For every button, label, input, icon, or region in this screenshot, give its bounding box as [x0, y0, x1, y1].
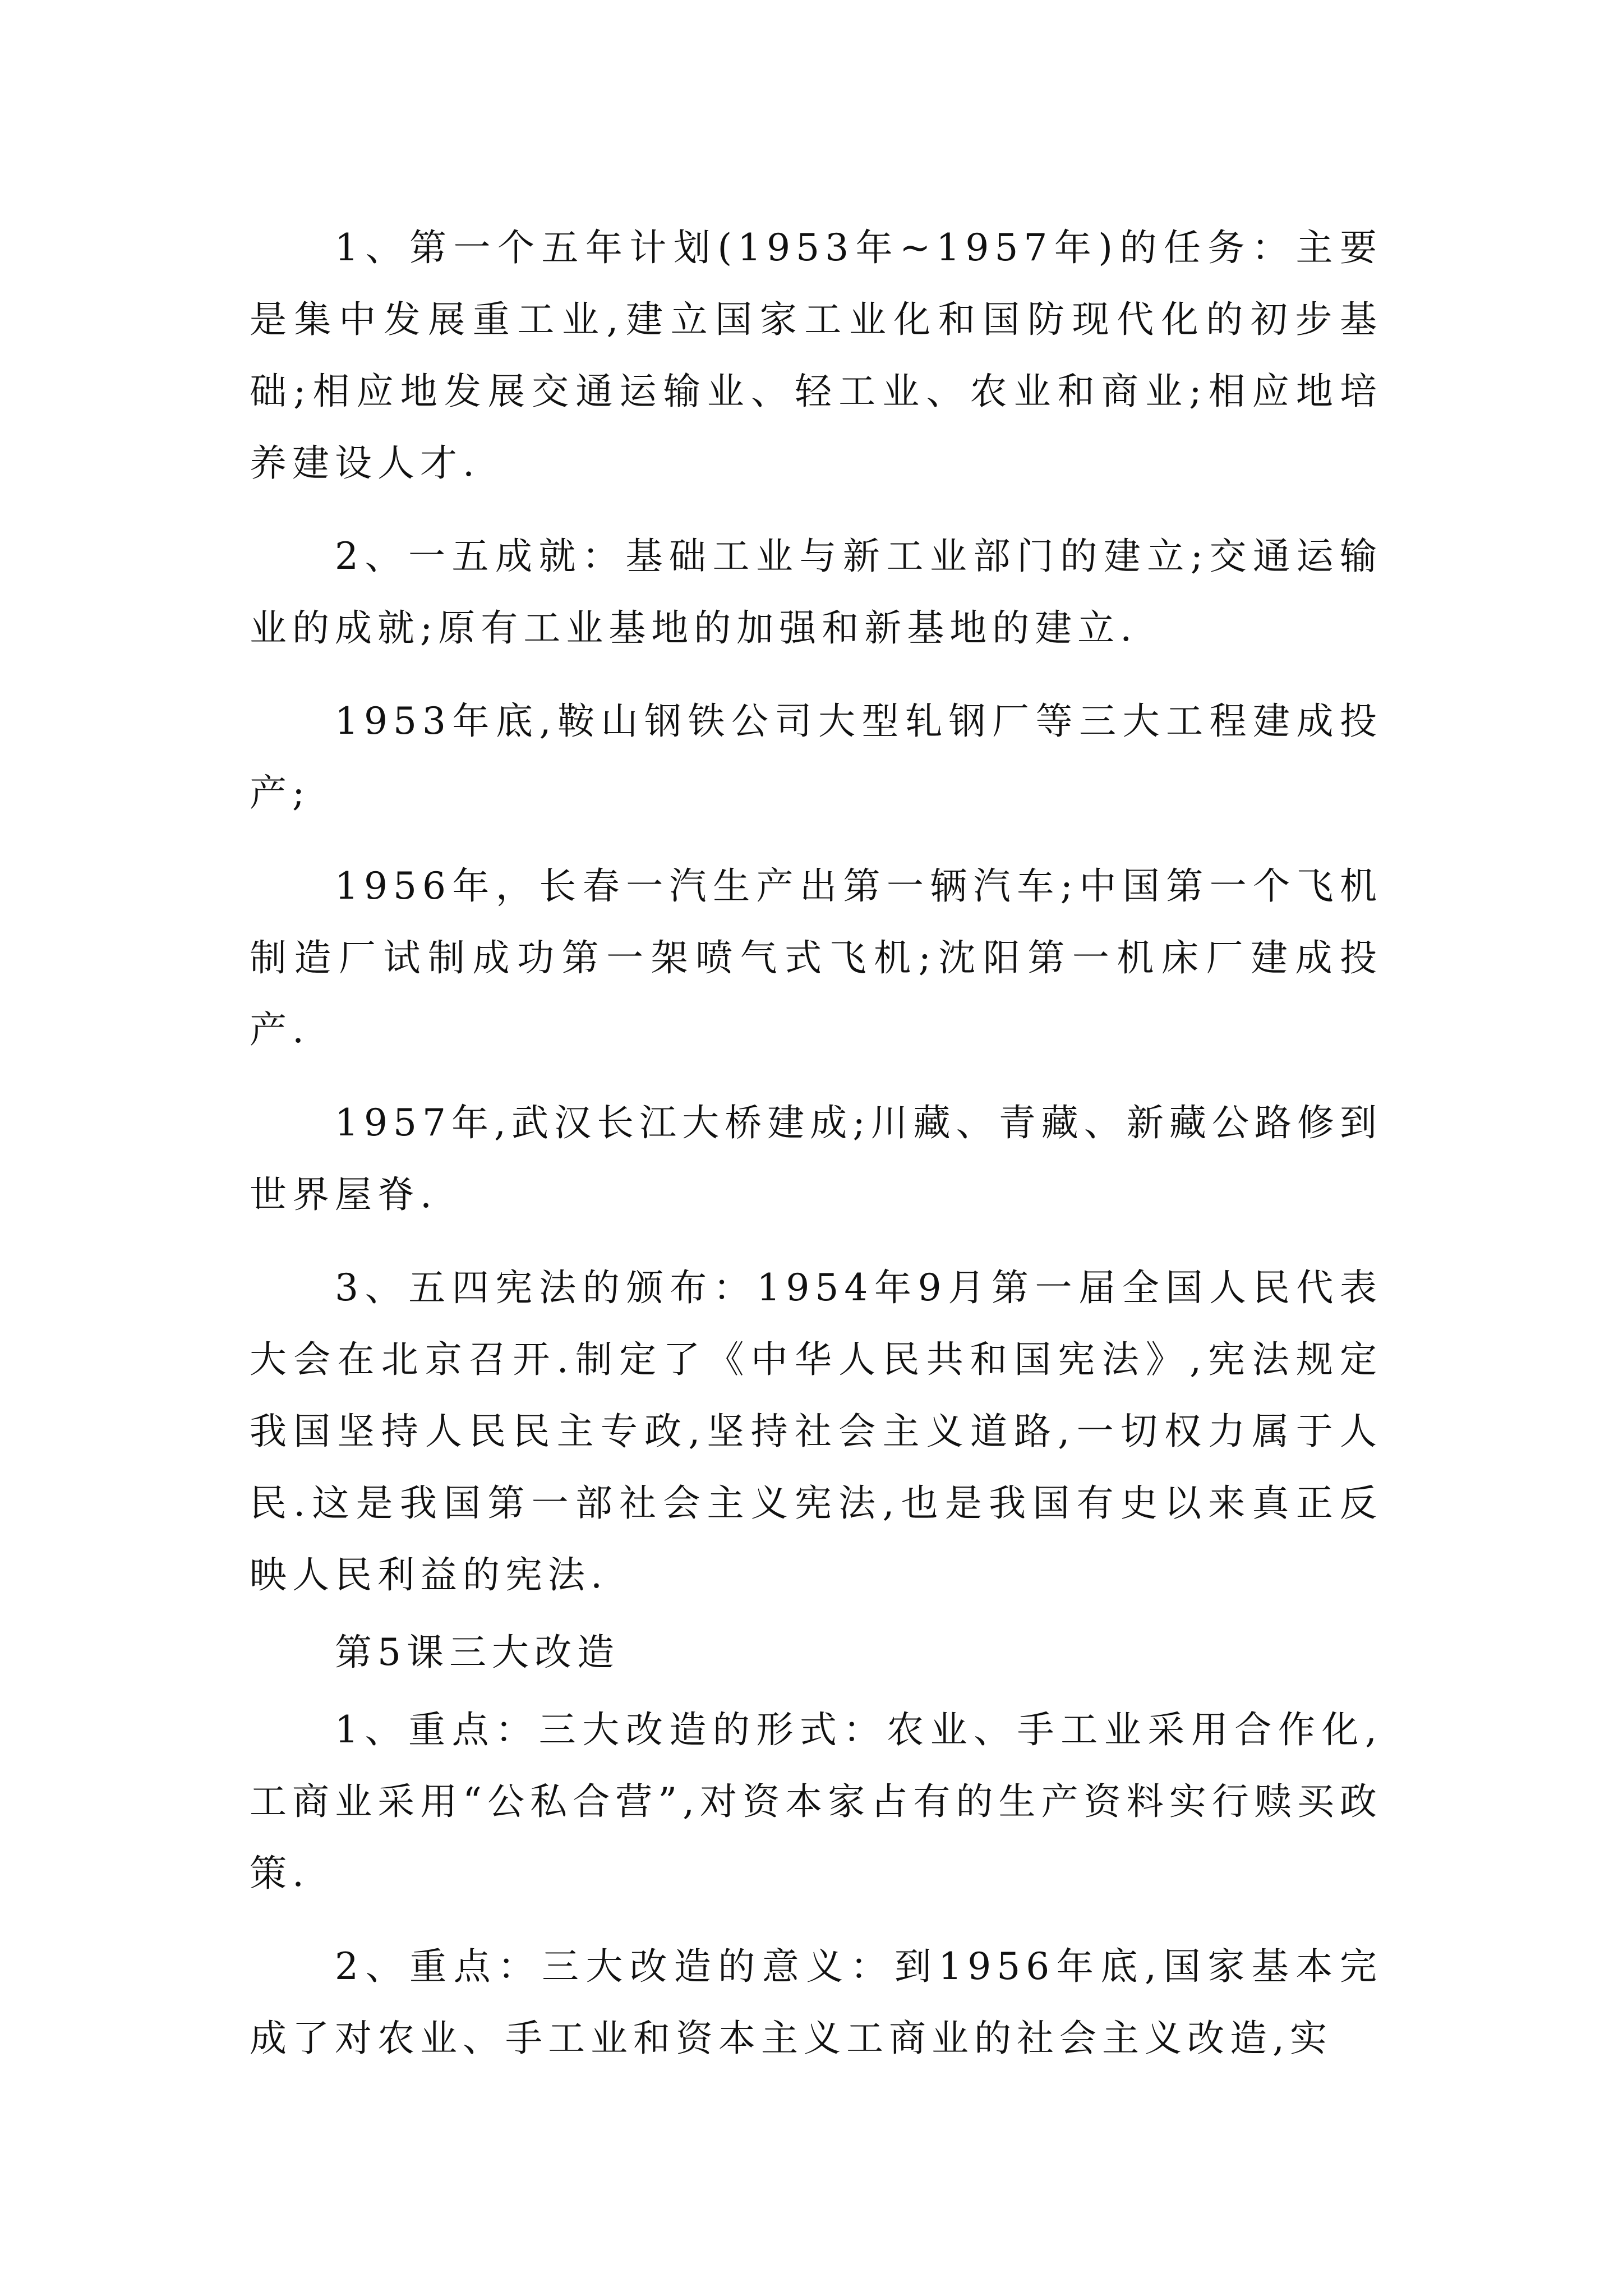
- paragraph-1953-anshan-steel: 1953年底,鞍山钢铁公司大型轧钢厂等三大工程建成投产;: [250, 700, 1382, 815]
- paragraph-three-transformations-significance: 2、重点：三大改造的意义：到1956年底,国家基本完成了对农业、手工业和资本主义工商业的社会主义改造,实: [250, 1945, 1382, 2060]
- paragraph-1957-achievements: 1957年,武汉长江大桥建成;川藏、青藏、新藏公路修到世界屋脊.: [250, 1101, 1382, 1216]
- lesson-heading: 第5课三大改造: [335, 1631, 620, 1674]
- paragraph-1954-constitution: 3、五四宪法的颁布：1954年9月第一届全国人民代表大会在北京召开.制定了《中华人民共和国宪法》,宪法规定我国坚持人民民主专政,坚持社会主义道路,一切权力属于人民.这是我国第一部社会主义宪法,也是我国有史以来真正反映人民利益的宪法.: [250, 1266, 1382, 1596]
- paragraph-first-five-year-plan-achievements: 2、一五成就：基础工业与新工业部门的建立;交通运输业的成就;原有工业基地的加强和新基地的建立.: [250, 535, 1382, 650]
- paragraph-three-transformations-forms: 1、重点：三大改造的形式：农业、手工业采用合作化,工商业采用“公私合营”,对资本家占有的生产资料实行赎买政策.: [250, 1708, 1382, 1895]
- paragraph-1956-achievements: 1956年，长春一汽生产出第一辆汽车;中国第一个飞机制造厂试制成功第一架喷气式飞机;沈阳第一机床厂建成投产.: [250, 864, 1382, 1051]
- document-body: [250, 212, 1382, 2096]
- paragraph-first-five-year-plan-task: 1、第一个五年计划(1953年~1957年)的任务：主要是集中发展重工业,建立国家工业化和国防现代化的初步基础;相应地发展交通运输业、轻工业、农业和商业;相应地培养建设人才.: [250, 226, 1382, 485]
